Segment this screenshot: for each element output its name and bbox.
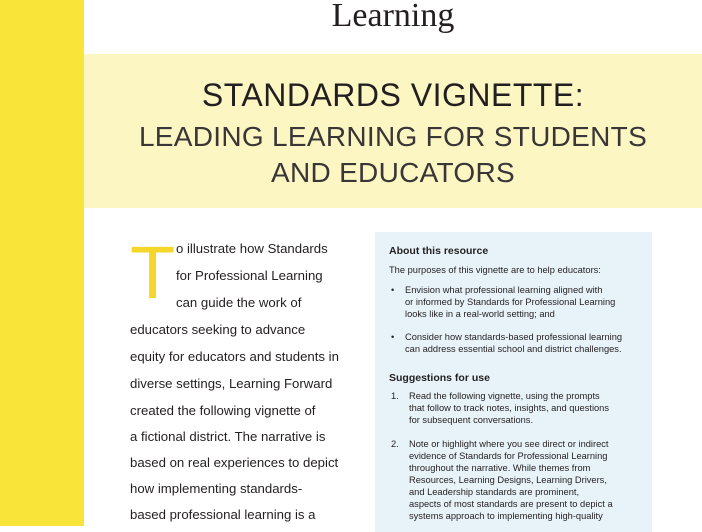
about-intro: The purposes of this vignette are to help educators:: [389, 265, 601, 275]
header-word: Learning: [331, 0, 455, 34]
step-line: and Leadership standards are prominent,: [409, 487, 580, 497]
about-heading: About this resource: [389, 245, 489, 257]
yellow-margin-bar: [0, 0, 84, 526]
step-line: that follow to track notes, insights, and questions: [409, 403, 609, 413]
bullet-line: can address essential school and district challenges.: [405, 344, 622, 354]
title-banner: [84, 54, 702, 208]
step-number: 1.: [391, 391, 399, 401]
body-line: how implementing standards-: [130, 481, 303, 496]
bullet-line: or informed by Standards for Professional Learning: [405, 297, 616, 307]
banner-subtitle-line2: AND EDUCATORS: [270, 157, 515, 188]
bullet-line: Envision what professional learning aligned with: [405, 285, 603, 295]
bullet-line: looks like in a real-world setting; and: [405, 309, 555, 319]
body-line: for Professional Learning: [176, 268, 323, 283]
step-line: Read the following vignette, using the prompts: [409, 391, 600, 401]
body-line: a fictional district. The narrative is: [130, 429, 326, 444]
banner-subtitle-line1: LEADING LEARNING FOR STUDENTS: [138, 121, 648, 152]
step-line: Resources, Learning Designs, Learning Drivers,: [409, 475, 607, 485]
step-line: evidence of Standards for Professional Learning: [409, 451, 608, 461]
suggestions-heading: Suggestions for use: [389, 372, 490, 384]
about-resource-sidebar: [375, 232, 652, 532]
body-line: o illustrate how Standards: [176, 241, 328, 256]
step-line: Note or highlight where you see direct or indirect: [409, 439, 609, 449]
body-line: educators seeking to advance: [130, 322, 306, 337]
body-line: can guide the work of: [176, 295, 302, 310]
step-line: throughout the narrative. While themes from: [409, 463, 591, 473]
step-line: aspects of most standards are present to depict a: [409, 499, 613, 509]
body-line: based professional learning is a: [130, 507, 316, 522]
body-line: diverse settings, Learning Forward: [130, 376, 333, 391]
step-number: 2.: [391, 439, 399, 449]
step-line: systems approach to implementing high-quality: [409, 511, 603, 521]
drop-cap: T: [130, 231, 176, 314]
bullet-marker: •: [391, 285, 395, 295]
body-line: based on real experiences to depict: [130, 455, 339, 470]
bullet-line: Consider how standards-based professional learning: [405, 332, 623, 342]
banner-title: STANDARDS VIGNETTE:: [201, 77, 585, 113]
body-line: equity for educators and students in: [130, 349, 339, 364]
bullet-marker: •: [391, 332, 395, 342]
step-line: for subsequent conversations.: [409, 415, 534, 425]
body-line: created the following vignette of: [130, 403, 316, 418]
